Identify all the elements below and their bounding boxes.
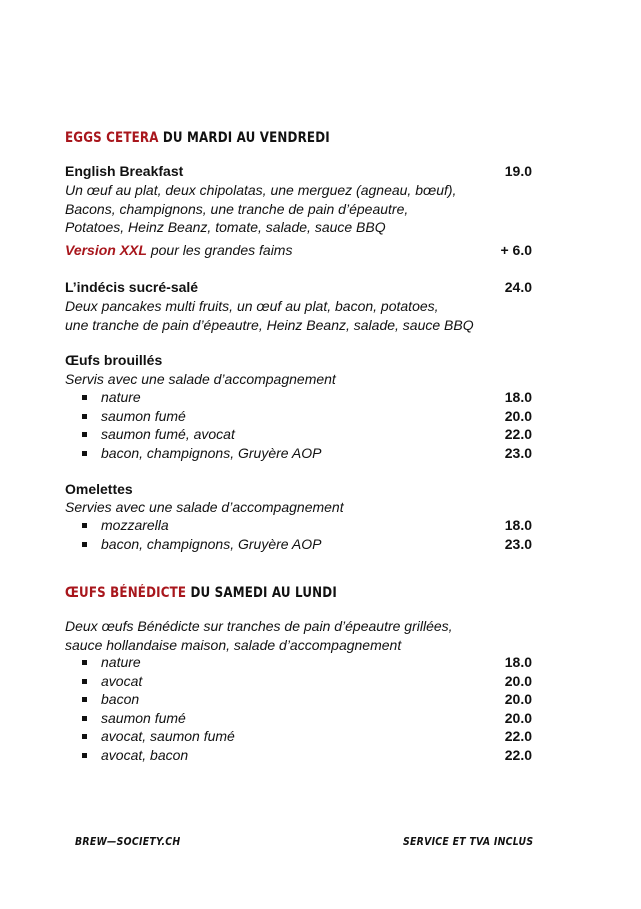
menu-item-extra-xxl	[65, 241, 532, 260]
bullet-icon	[82, 414, 87, 419]
option-row	[65, 690, 532, 709]
bullet-icon	[82, 734, 87, 739]
item-name: English Breakfast	[65, 163, 184, 179]
bullet-icon	[82, 660, 87, 665]
section-schedule: DU MARDI AU VENDREDI	[162, 130, 330, 146]
option-row	[65, 746, 532, 765]
item-description	[65, 181, 456, 237]
option-label: nature	[101, 654, 141, 670]
bullet-icon	[82, 716, 87, 721]
menu-item-omelettes	[65, 480, 532, 499]
option-row	[65, 709, 532, 728]
menu-item-oeufs-brouilles	[65, 351, 532, 370]
option-row	[65, 516, 532, 535]
option-label: mozzarella	[101, 517, 169, 533]
section-heading-oeufs-benedicte	[65, 585, 337, 601]
item-name: Œufs brouillés	[65, 352, 163, 368]
option-price: 18.0	[504, 389, 532, 405]
description-line: Deux œufs Bénédicte sur tranches de pain d’épeautre grillées,	[65, 618, 453, 634]
bullet-icon	[82, 451, 87, 456]
bullet-icon	[82, 395, 87, 400]
option-label: saumon fumé	[101, 407, 186, 424]
bullet-icon	[82, 523, 87, 528]
option-row	[65, 727, 532, 746]
description-line: Servis avec une salade d’accompagnement	[65, 371, 336, 387]
item-name: Omelettes	[65, 481, 133, 497]
option-row	[65, 672, 532, 691]
description-line: une tranche de pain d’épeautre, Heinz Beanz, salade, sauce BBQ	[65, 316, 474, 333]
description-line: Servies avec une salade d’accompagnement	[65, 499, 344, 515]
item-description	[65, 617, 453, 654]
section-schedule: DU SAMEDI AU LUNDI	[190, 585, 337, 601]
section-heading-eggs-cetera	[65, 130, 330, 146]
option-row	[65, 407, 532, 426]
option-row	[65, 653, 532, 672]
option-price: 20.0	[504, 709, 532, 726]
extra-text: pour les grandes faims	[150, 242, 293, 258]
option-price: 20.0	[504, 407, 532, 424]
option-label: bacon	[101, 691, 140, 707]
option-price: 22.0	[504, 746, 532, 763]
option-label: nature	[101, 389, 141, 405]
extra-label: Version XXL	[65, 242, 147, 258]
bullet-icon	[82, 432, 87, 437]
item-name: L’indécis sucré-salé	[65, 279, 199, 295]
option-price: 18.0	[504, 654, 532, 670]
item-price: 24.0	[504, 279, 532, 295]
bullet-icon	[82, 697, 87, 702]
option-price: 23.0	[504, 536, 532, 552]
footer-website[interactable]: BREW—SOCIETY.CH	[75, 835, 181, 848]
option-label: bacon, champignons, Gruyère AOP	[101, 444, 322, 461]
option-row	[65, 425, 532, 444]
option-row	[65, 535, 532, 554]
option-price: 20.0	[504, 673, 532, 689]
bullet-icon	[82, 753, 87, 758]
footer-service-note: SERVICE ET TVA INCLUS	[402, 835, 533, 848]
option-label: avocat, saumon fumé	[101, 728, 235, 744]
option-label: bacon, champignons, Gruyère AOP	[101, 536, 322, 552]
option-label: saumon fumé, avocat	[101, 426, 235, 442]
option-price: 22.0	[504, 426, 532, 442]
description-line: Bacons, champignons, une tranche de pain d’épeautre,	[65, 200, 409, 217]
option-row	[65, 444, 532, 463]
bullet-icon	[82, 542, 87, 547]
option-price: 18.0	[504, 517, 532, 533]
extra-price: + 6.0	[500, 242, 532, 258]
item-description	[65, 498, 344, 517]
section-title: EGGS CETERA	[65, 130, 159, 146]
description-line: Potatoes, Heinz Beanz, tomate, salade, sauce BBQ	[65, 219, 386, 235]
item-price: 19.0	[504, 163, 532, 179]
menu-item-indecis	[65, 278, 532, 297]
option-row	[65, 388, 532, 407]
menu-item-english-breakfast	[65, 162, 532, 181]
option-label: avocat, bacon	[101, 746, 189, 763]
description-line: sauce hollandaise maison, salade d’accompagnement	[65, 636, 402, 653]
item-description	[65, 370, 336, 389]
item-description	[65, 297, 474, 334]
option-label: saumon fumé	[101, 709, 186, 726]
option-label: avocat	[101, 673, 143, 689]
option-price: 20.0	[504, 691, 532, 707]
section-title: ŒUFS BÉNÉDICTE	[65, 585, 187, 601]
description-line: Deux pancakes multi fruits, un œuf au plat, bacon, potatoes,	[65, 298, 439, 314]
description-line: Un œuf au plat, deux chipolatas, une merguez (agneau, bœuf),	[65, 182, 457, 198]
option-price: 22.0	[504, 728, 532, 744]
bullet-icon	[82, 679, 87, 684]
option-price: 23.0	[504, 444, 532, 461]
